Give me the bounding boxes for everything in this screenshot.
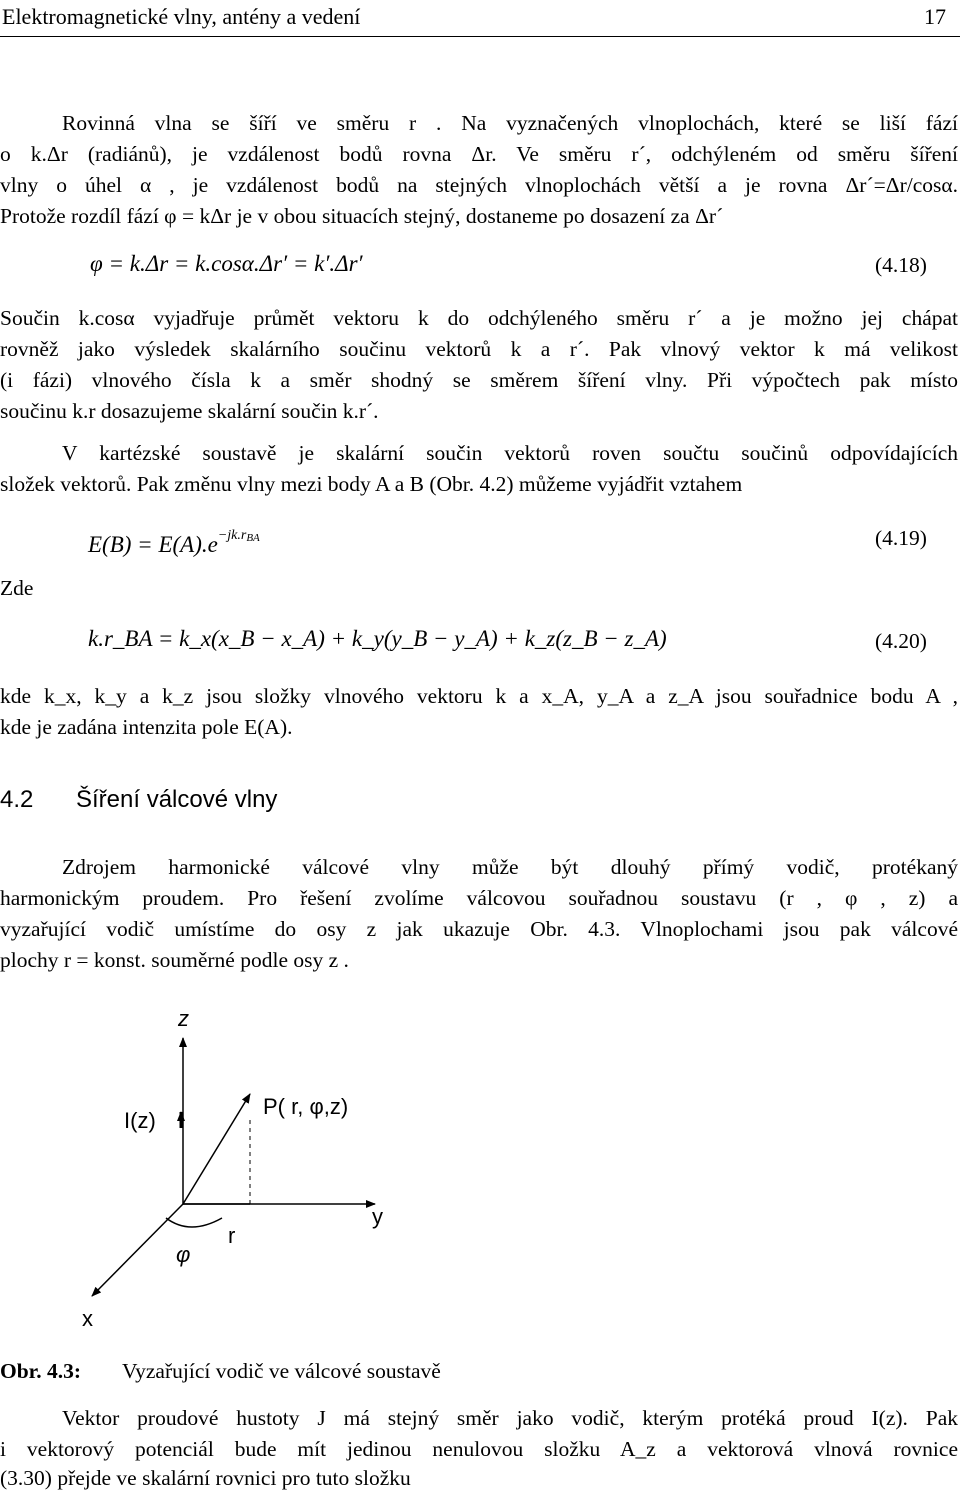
text-line: Rovinná vlna se šíří ve směru r . Na vyznačených vlnoplochách, které se liší fází bbox=[62, 111, 958, 135]
text-line: Vektor proudové hustoty J má stejný směr jako vodič, kterým protéká proud I(z). Pak bbox=[62, 1406, 958, 1430]
text-line: V kartézské soustavě je skalární součin vektorů roven součtu součinů odpovídajících bbox=[62, 441, 958, 465]
section-heading bbox=[0, 786, 277, 814]
radius-label: r bbox=[228, 1223, 236, 1248]
equation-4-18: φ = k.Δr = k.cosα.Δr′ = k′.Δr′ bbox=[90, 251, 363, 276]
caption-text: Vyzařující vodič ve válcové soustavě bbox=[122, 1359, 441, 1383]
section-number: 4.2 bbox=[0, 786, 34, 813]
text-line: Protože rozdíl fází φ = kΔr je v obou situacích stejný, dostaneme po dosazení za Δr´ bbox=[0, 204, 724, 228]
page-header bbox=[0, 0, 960, 37]
text-line: (i fázi) vlnového čísla k a směr shodný se směrem šíření vlny. Při výpočtech pak místo bbox=[0, 368, 958, 392]
point-label: P( r, φ,z) bbox=[263, 1094, 349, 1119]
text-line: harmonickým proudem. Pro řešení zvolíme válcovou souřadnou soustavu (r , φ , z) a bbox=[0, 886, 958, 910]
cylindrical-coordinates-figure bbox=[0, 990, 960, 1350]
figure-caption bbox=[0, 1358, 441, 1384]
x-axis bbox=[92, 1204, 183, 1296]
zde-label: Zde bbox=[0, 576, 34, 600]
equation-number-4-19: (4.19) bbox=[875, 526, 927, 550]
equation-4-20: k.r_BA = k_x(x_B − x_A) + k_y(y_B − y_A) + k_z(z_B − z_A) bbox=[88, 626, 667, 651]
page-number: 17 bbox=[924, 4, 946, 29]
text-line: vlny o úhel α , je vzdálenost bodů na stejných vlnoplochách větší a je rovna Δr´=Δr/cosα. bbox=[0, 173, 958, 197]
text-line: složek vektorů. Pak změnu vlny mezi body A a B (Obr. 4.2) můžeme vyjádřit vztahem bbox=[0, 472, 743, 496]
radius-vector bbox=[183, 1094, 250, 1204]
text-line: kde k_x, k_y a k_z jsou složky vlnového vektoru k a x_A, y_A a z_A jsou souřadnice bodu A , bbox=[0, 684, 958, 708]
equation-4-19 bbox=[88, 522, 260, 559]
y-axis-label: y bbox=[372, 1204, 383, 1229]
caption-label: Obr. 4.3: bbox=[0, 1359, 82, 1383]
text-line: Zdrojem harmonické válcové vlny může být dlouhý přímý vodič, protékaný bbox=[62, 855, 958, 879]
equation-number-4-20: (4.20) bbox=[875, 629, 927, 653]
text-line: Součin k.cosα vyjadřuje průmět vektoru k do odchýleného směru r´ a je možno jej chápat bbox=[0, 306, 958, 330]
text-line: součinu k.r dosazujeme skalární součin k.r´. bbox=[0, 399, 379, 423]
text-line: kde je zadána intenzita pole E(A). bbox=[0, 715, 293, 739]
z-axis-label: z bbox=[178, 1006, 189, 1031]
header-title: Elektromagnetické vlny, antény a vedení bbox=[2, 4, 361, 29]
phi-arc bbox=[166, 1218, 222, 1227]
text-line: (3.30) přejde ve skalární rovnici pro tuto složku bbox=[0, 1466, 411, 1490]
phi-label: φ bbox=[176, 1242, 191, 1267]
text-line: rovněž jako výsledek skalárního součinu vektorů k a r´. Pak vlnový vektor k má velikost bbox=[0, 337, 958, 361]
equation-4-19-exponent-sub: BA bbox=[246, 532, 260, 544]
text-line: i vektorový potenciál bude mít jedinou nenulovou složku A_z a vektorová vlnová rovnice bbox=[0, 1437, 958, 1461]
text-line: vyzařující vodič umístíme do osy z jak ukazuje Obr. 4.3. Vlnoplochami jsou pak válcové bbox=[0, 917, 958, 941]
x-axis-label: x bbox=[82, 1306, 93, 1331]
equation-number-4-18: (4.18) bbox=[875, 253, 927, 277]
text-line: plochy r = konst. souměrné podle osy z . bbox=[0, 948, 349, 972]
current-label: I(z) bbox=[124, 1108, 156, 1133]
text-line: o k.Δr (radiánů), je vzdálenost bodů rovna Δr. Ve směru r´, odchýleném od směru šíření bbox=[0, 142, 958, 166]
section-title: Šíření válcové vlny bbox=[76, 786, 278, 813]
equation-4-19-body: E(B) = E(A).e bbox=[88, 532, 218, 557]
equation-4-19-exponent: −jk.r bbox=[217, 528, 247, 543]
